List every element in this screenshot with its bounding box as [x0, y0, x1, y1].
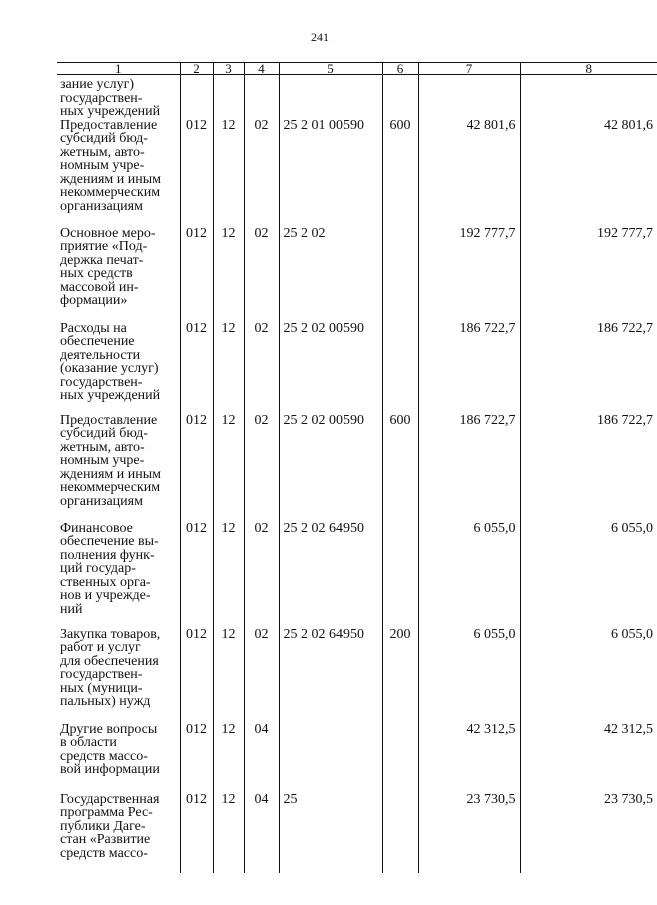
row-name-text: Расходы на обеспечение деятельности (оказание услуг) государствен- ных учреждений [60, 320, 161, 403]
cell-value: 25 2 02 00590 [283, 412, 364, 428]
cell-col-6 [382, 793, 418, 873]
cell-value: 12 [221, 117, 236, 133]
cell-value: 012 [186, 225, 207, 241]
cell-col-5 [279, 793, 382, 873]
cell-col-2 [180, 227, 213, 322]
row-name [57, 322, 180, 414]
cell-value: 12 [221, 721, 236, 737]
row-name [57, 793, 180, 873]
cell-value: 012 [186, 791, 207, 807]
table-row [57, 628, 657, 723]
cell-value: 192 777,7 [459, 225, 516, 241]
cell-col-4 [244, 75, 279, 119]
cell-col-3 [213, 119, 244, 227]
cell-col-8 [520, 322, 657, 414]
cell-value: 6 055,0 [611, 520, 653, 536]
row-name [57, 75, 180, 119]
table-row [57, 119, 657, 227]
cell-col-5 [279, 522, 382, 628]
cell-col-4 [244, 414, 279, 522]
row-name [57, 227, 180, 322]
row-name-text: Предоставление субсидий бюд- жетным, авто- номным учре- ждениям и иным некоммерческим организациям [60, 117, 162, 214]
cell-value: 02 [254, 320, 269, 336]
cell-col-6 [382, 414, 418, 522]
cell-value: 12 [221, 626, 236, 642]
cell-col-3 [213, 793, 244, 873]
column-number-row [57, 63, 657, 75]
cell-value: 02 [254, 520, 269, 536]
cell-col-8 [520, 227, 657, 322]
cell-col-6 [382, 322, 418, 414]
cell-col-4 [244, 793, 279, 873]
cell-col-6 [382, 723, 418, 793]
cell-col-2 [180, 723, 213, 793]
page-number: 241 [311, 30, 329, 44]
cell-col-8 [520, 119, 657, 227]
cell-value: 12 [221, 320, 236, 336]
cell-col-8 [520, 522, 657, 628]
column-header-1: 1 [57, 63, 180, 75]
table-body [57, 75, 657, 873]
cell-col-8 [520, 628, 657, 723]
cell-value: 02 [254, 412, 269, 428]
table-row [57, 414, 657, 522]
cell-col-6 [382, 522, 418, 628]
row-name-text: Другие вопросы в области средств массо- вой информации [60, 721, 160, 777]
cell-value: 25 2 02 [283, 225, 326, 241]
cell-value: 42 801,6 [466, 117, 516, 133]
cell-value: 12 [221, 520, 236, 536]
column-header-5: 5 [279, 63, 382, 75]
cell-col-2 [180, 793, 213, 873]
cell-value: 200 [389, 626, 411, 642]
cell-col-4 [244, 119, 279, 227]
cell-value: 012 [186, 721, 207, 737]
cell-col-2 [180, 414, 213, 522]
cell-col-8 [520, 793, 657, 873]
row-name [57, 522, 180, 628]
row-name [57, 628, 180, 723]
column-header-2: 2 [180, 63, 213, 75]
table-row [57, 75, 657, 119]
cell-value: 25 2 02 64950 [283, 626, 364, 642]
cell-col-3 [213, 522, 244, 628]
cell-col-3 [213, 414, 244, 522]
cell-col-3 [213, 75, 244, 119]
cell-value: 02 [254, 626, 269, 642]
cell-col-6 [382, 75, 418, 119]
cell-value: 186 722,7 [459, 412, 516, 428]
cell-value: 23 730,5 [604, 791, 653, 807]
cell-col-5 [279, 227, 382, 322]
row-name [57, 723, 180, 793]
cell-value: 23 730,5 [466, 791, 516, 807]
cell-value: 12 [221, 791, 236, 807]
cell-col-5 [279, 414, 382, 522]
cell-col-2 [180, 322, 213, 414]
cell-value: 192 777,7 [597, 225, 653, 241]
cell-value: 186 722,7 [597, 412, 653, 428]
cell-value: 012 [186, 520, 207, 536]
cell-col-7 [418, 522, 520, 628]
cell-value: 600 [389, 117, 411, 133]
cell-value: 6 055,0 [473, 520, 516, 536]
cell-value: 186 722,7 [597, 320, 653, 336]
cell-value: 04 [254, 791, 269, 807]
cell-col-7 [418, 119, 520, 227]
cell-col-5 [279, 75, 382, 119]
cell-value: 186 722,7 [459, 320, 516, 336]
table-row [57, 322, 657, 414]
cell-value: 25 [283, 791, 298, 807]
table-row [57, 793, 657, 873]
column-header-3: 3 [213, 63, 244, 75]
row-name-text: зание услуг) государствен- ных учреждений [60, 77, 161, 119]
cell-value: 012 [186, 320, 207, 336]
column-header-4: 4 [244, 63, 279, 75]
cell-col-3 [213, 227, 244, 322]
cell-value: 02 [254, 117, 269, 133]
cell-value: 42 312,5 [604, 721, 653, 737]
table-row [57, 227, 657, 322]
cell-col-4 [244, 322, 279, 414]
cell-col-7 [418, 322, 520, 414]
cell-value: 02 [254, 225, 269, 241]
row-name-text: Основное меро- приятие «Под- держка печат- ных средств массовой ин- формации» [60, 225, 156, 308]
row-name [57, 414, 180, 522]
cell-value: 6 055,0 [611, 626, 653, 642]
table-row [57, 522, 657, 628]
cell-col-5 [279, 119, 382, 227]
cell-col-7 [418, 628, 520, 723]
cell-col-2 [180, 119, 213, 227]
cell-col-3 [213, 723, 244, 793]
row-name-text: Закупка товаров, работ и услуг для обеспечения государствен- ных (муници- пальных) нужд [60, 626, 161, 709]
cell-value: 012 [186, 412, 207, 428]
cell-col-7 [418, 227, 520, 322]
cell-col-2 [180, 522, 213, 628]
cell-col-5 [279, 628, 382, 723]
table-row [57, 723, 657, 793]
cell-col-7 [418, 75, 520, 119]
cell-col-7 [418, 723, 520, 793]
cell-col-8 [520, 723, 657, 793]
cell-col-4 [244, 227, 279, 322]
column-header-6: 6 [382, 63, 418, 75]
cell-col-7 [418, 793, 520, 873]
cell-value: 25 2 01 00590 [283, 117, 364, 133]
cell-value: 25 2 02 64950 [283, 520, 364, 536]
budget-table [57, 62, 657, 873]
cell-col-2 [180, 75, 213, 119]
cell-value: 012 [186, 117, 207, 133]
cell-value: 42 312,5 [466, 721, 516, 737]
cell-value: 25 2 02 00590 [283, 320, 364, 336]
cell-value: 04 [254, 721, 269, 737]
cell-value: 6 055,0 [473, 626, 516, 642]
row-name-text: Государственная программа Рес- публики Даге- стан «Развитие средств массо- [60, 791, 160, 861]
cell-col-2 [180, 628, 213, 723]
cell-col-7 [418, 414, 520, 522]
column-header-7: 7 [418, 63, 520, 75]
cell-col-4 [244, 522, 279, 628]
cell-col-3 [213, 628, 244, 723]
cell-col-6 [382, 227, 418, 322]
cell-col-8 [520, 75, 657, 119]
cell-col-8 [520, 414, 657, 522]
cell-value: 600 [389, 412, 411, 428]
cell-col-4 [244, 723, 279, 793]
cell-col-6 [382, 628, 418, 723]
cell-value: 12 [221, 225, 236, 241]
cell-col-5 [279, 723, 382, 793]
cell-col-6 [382, 119, 418, 227]
cell-value: 012 [186, 626, 207, 642]
cell-value: 42 801,6 [604, 117, 653, 133]
cell-value: 12 [221, 412, 236, 428]
column-header-8: 8 [520, 63, 657, 75]
row-name-text: Предоставление субсидий бюд- жетным, авто- номным учре- ждениям и иным некоммерческим организациям [60, 412, 162, 509]
cell-col-5 [279, 322, 382, 414]
row-name [57, 119, 180, 227]
cell-col-4 [244, 628, 279, 723]
row-name-text: Финансовое обеспечение вы- полнения функ- ций государ- ственных орга- нов и учрежде- ний [60, 520, 159, 617]
cell-col-3 [213, 322, 244, 414]
